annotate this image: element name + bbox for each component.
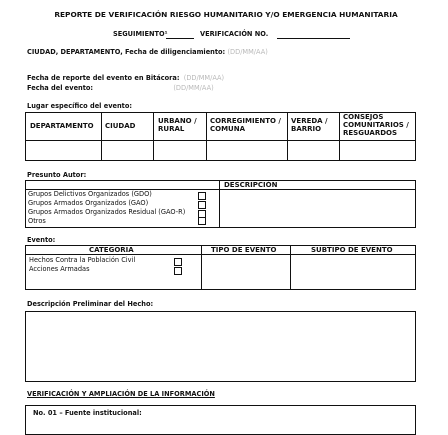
lugar-input-vereda[interactable] bbox=[288, 141, 339, 160]
autor-option-gdo: Grupos Delictivos Organizados (GDO) bbox=[28, 190, 152, 198]
descripcion-preliminar-label: Descripción Preliminar del Hecho: bbox=[27, 300, 154, 308]
evento-col-subtipo: SUBTIPO DE EVENTO bbox=[311, 246, 393, 254]
autor-label: Presunto Autor: bbox=[27, 171, 87, 179]
evento-col-tipo: TIPO DE EVENTO bbox=[211, 246, 277, 254]
fecha-reporte-label bbox=[27, 74, 224, 82]
seguimiento-field[interactable] bbox=[166, 38, 194, 39]
categoria-checkbox-acciones[interactable] bbox=[174, 267, 182, 275]
categoria-option-hechos: Hechos Contra la Población Civil bbox=[29, 256, 136, 264]
lugar-col-urbano-rural: URBANO / RURAL bbox=[158, 117, 197, 133]
fecha-evento-text: Fecha del evento: bbox=[27, 84, 94, 92]
fecha-evento-label bbox=[27, 84, 214, 92]
lugar-input-urbano-rural[interactable] bbox=[154, 141, 206, 160]
lugar-label: Lugar específico del evento: bbox=[27, 102, 132, 110]
lugar-col-departamento: DEPARTAMENTO bbox=[30, 122, 94, 130]
categoria-checkbox-hechos[interactable] bbox=[174, 258, 182, 266]
categoria-option-acciones: Acciones Armadas bbox=[29, 265, 90, 273]
evento-label: Evento: bbox=[27, 236, 56, 244]
autor-checkbox-otros[interactable] bbox=[198, 217, 206, 225]
verificacion-section-title: VERIFICACIÓN Y AMPLIACIÓN DE LA INFORMACIÓN bbox=[27, 390, 215, 398]
autor-option-otros: Otros bbox=[28, 217, 46, 225]
evento-col-categoria: CATEGORIA bbox=[89, 246, 134, 254]
lugar-input-departamento[interactable] bbox=[26, 141, 101, 160]
lugar-col-consejos: CONSEJOS COMUNITARIOS / RESGUARDOS bbox=[343, 113, 409, 137]
descripcion-preliminar-textarea[interactable] bbox=[25, 311, 416, 382]
seguimiento-label: SEGUIMIENTO¹ bbox=[113, 30, 168, 38]
autor-checkbox-gdo[interactable] bbox=[198, 192, 206, 200]
fecha-reporte-text: Fecha de reporte del evento en Bitácora: bbox=[27, 74, 180, 82]
autor-option-gaor: Grupos Armados Organizados Residual (GAO-R) bbox=[28, 208, 186, 216]
lugar-col-vereda: VEREDA / BARRIO bbox=[291, 117, 328, 133]
evento-subtipo-input[interactable] bbox=[291, 255, 415, 289]
autor-checkbox-gao[interactable] bbox=[198, 201, 206, 209]
evento-tipo-input[interactable] bbox=[202, 255, 290, 289]
autor-descripcion-input[interactable] bbox=[220, 190, 415, 227]
lugar-col-ciudad: CIUDAD bbox=[105, 122, 136, 130]
fecha-evento-placeholder[interactable]: (DD/MM/AA) bbox=[173, 84, 214, 92]
ciudad-fecha-placeholder[interactable]: (DD/MM/AA) bbox=[227, 48, 268, 56]
verificacion-number-field[interactable] bbox=[277, 38, 350, 39]
form-title: REPORTE DE VERIFICACIÓN RIESGO HUMANITARIO Y/O EMERGENCIA HUMANITARIA bbox=[54, 10, 398, 19]
autor-option-gao: Grupos Armados Organizados (GAO) bbox=[28, 199, 149, 207]
verificacion-label: VERIFICACIÓN NO. bbox=[200, 30, 269, 38]
fuente-label: No. 01 – Fuente institucional: bbox=[33, 409, 142, 417]
lugar-col-corregimiento: CORREGIMIENTO / COMUNA bbox=[210, 117, 281, 133]
lugar-input-corregimiento[interactable] bbox=[207, 141, 287, 160]
ciudad-fecha-text: CIUDAD, DEPARTAMENTO, Fecha de diligenciamiento: bbox=[27, 48, 226, 56]
lugar-input-ciudad[interactable] bbox=[102, 141, 153, 160]
fecha-reporte-placeholder[interactable]: (DD/MM/AA) bbox=[183, 74, 225, 82]
lugar-input-consejos[interactable] bbox=[340, 141, 415, 160]
ciudad-fecha-label bbox=[27, 48, 268, 56]
descripcion-header: DESCRIPCIÓN bbox=[224, 181, 278, 189]
